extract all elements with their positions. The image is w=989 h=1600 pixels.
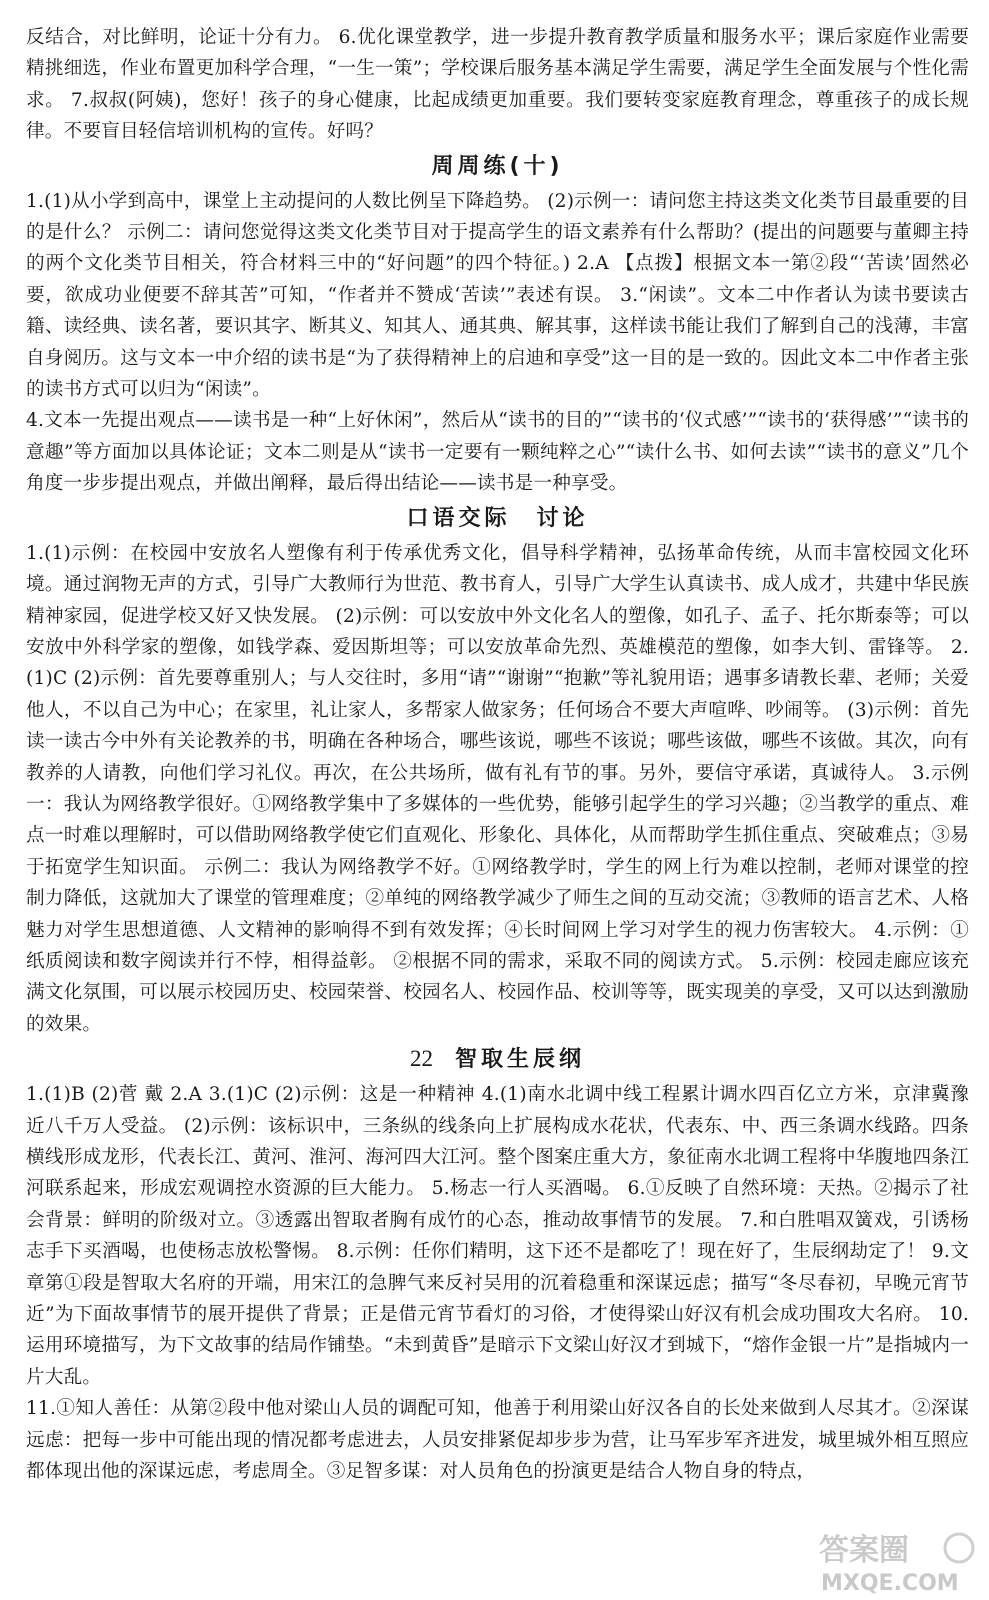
paragraph: 1.(1)从小学到高中，课堂上主动提问的人数比例呈下降趋势。 (2)示例一：请问您主持这类文化类节目最重要的目的是什么？ 示例二：请问您觉得这类文化类节目对于提高学生的语文素养有什么帮助？(提出的问题要与董卿主持的两个文化类节目相关，符合材料三中的“好问题”的四个特征。) 2.A 【点拨】根据文本一第②段“‘苦读’固然必要，欲成功业便要不辞其苦”可知，“作者并不赞成‘苦读’”表述有误。 3.“闲读”。文本二中作者认为读书要读古籍、读经典、读名著，要识其字、断其义、知其人、通其典、解其事，这样读书能让我们了解到自己的浅薄，丰富自身阅历。这与文本一中介绍的读书是“为了获得精神上的启迪和享受”这一目的是一致的。因此文本二中作者主张的读书方式可以归为“闲读”。 [26, 190, 969, 401]
section-title: 口语交际 讨论 [406, 505, 589, 531]
section-oral-communication [26, 500, 969, 1041]
paragraph: 1.(1)B (2)菅 戴 2.A 3.(1)C (2)示例：这是一种精神 4.(1)南水北调中线工程累计调水四百亿立方米，京津冀豫近八千万人受益。 (2)示例：该标识中，三条纵的线条向上扩展构成水花状，代表东、中、西三条调水线路。四条横线形成龙形，代表长江、黄河、淮河、海河四大江河。整个图案庄重大方，象征南水北调工程将中华腹地四条江河联系起来，形成宏观调控水资源的巨大能力。 5.杨志一行人买酒喝。 6.①反映了自然环境：天热。②揭示了社会背景：鲜明的阶级对立。③透露出智取者胸有成竹的心态，推动故事情节的发展。 7.和白胜唱双簧戏，引诱杨志手下买酒喝，也使杨志放松警惕。 8.示例：任你们精明，这下还不是都吃了！现在好了，生辰纲劫定了！ 9.文章第①段是智取大名府的开端，用宋江的急脾气来反衬吴用的沉着稳重和深谋远虑；描写“冬尽春初，早晚元宵节近”为下面故事情节的展开提供了背景；正是借元宵节看灯的习俗，才使得梁山好汉有机会成功围攻大名府。 10.运用环境描写，为下文故事的结局作铺垫。“未到黄昏”是暗示下文梁山好汉才到城下，“熔作金银一片”是指城内一片大乱。 [26, 1084, 969, 1388]
watermark-icon [811, 1526, 981, 1596]
section-title [26, 1040, 969, 1079]
section-weekly-practice-10 [26, 148, 969, 500]
watermark-logo [811, 1526, 981, 1596]
paragraph: 反结合，对比鲜明，论证十分有力。 6.优化课堂教学，进一步提升教育教学质量和服务水平；课后家庭作业需要精挑细选，作业布置更加科学合理，“一生一策”；学校课后服务基本满足学生需要，满足学生全面发展与个性化需求。 7.叔叔(阿姨)，您好！孩子的身心健康，比起成绩更加重要。我们要转变家庭教育理念，尊重孩子的成长规律。不要盲目轻信培训机构的宣传。好吗？ [26, 27, 969, 143]
section-title: 周周练(十) [431, 153, 564, 179]
paragraph: 11.①知人善任：从第②段中他对梁山人员的调配可知，他善于利用梁山好汉各自的长处来做到人尽其才。②深谋远虑：把每一步中可能出现的情况都考虑进去，人员安排紧促却步步为营，让马军步军齐进发，城里城外相互照应都体现出他的深谋远虑，考虑周全。③足智多谋：对人员角色的扮演更是结合人物自身的特点， [26, 1398, 969, 1483]
section-22 [26, 1040, 969, 1487]
section-number: 22 [409, 1046, 433, 1072]
section-intro [26, 22, 969, 148]
paragraph: 1.(1)示例：在校园中安放名人塑像有利于传承优秀文化，倡导科学精神，弘扬革命传统，从而丰富校园文化环境。通过润物无声的方式，引导广大教师行为世范、教书育人，引导广大学生认真读书、成人成才，共建中华民族精神家园，促进学校又好又快发展。 (2)示例：可以安放中外文化名人的塑像，如孔子、孟子、托尔斯泰等；可以安放中外科学家的塑像，如钱学森、爱因斯坦等；可以安放革命先烈、英雄模范的塑像，如李大钊、雷锋等。 2.(1)C (2)示例：首先要尊重别人；与人交往时，多用“请”“谢谢”“抱歉”等礼貌用语；遇事多请教长辈、老师；关爱他人，不以自己为中心；在家里，礼让家人，多帮家人做家务；任何场合不要大声喧哗、吵闹等。 (3)示例：首先读一读古今中外有关论教养的书，明确在各种场合，哪些该说，哪些不该说；哪些该做，哪些不该做。其次，向有教养的人请教，向他们学习礼仪。再次，在公共场所，做有礼有节的事。另外，要信守承诺，真诚待人。 3.示例一：我认为网络教学很好。①网络教学集中了多媒体的一些优势，能够引起学生的学习兴趣；②当教学的重点、难点一时难以理解时，可以借助网络教学使它们直观化、形象化、具体化，从而帮助学生抓住重点、突破难点；③易于拓宽学生知识面。 示例二：我认为网络教学不好。①网络教学时，学生的网上行为难以控制，老师对课堂的控制力降低，这就加大了课堂的管理难度；②单纯的网络教学减少了师生之间的互动交流；③教师的语言艺术、人格魅力对学生思想道德、人文精神的影响得不到有效发挥；④长时间网上学习对学生的视力伤害较大。 4.示例：①纸质阅读和数字阅读并行不悖，相得益彰。 ②根据不同的需求，采取不同的阅读方式。 5.示例：校园走廊应该充满文化氛围，可以展示校园历史、校园荣誉、校园名人、校园作品、校训等等，既实现美的享受，又可以达到激励的效果。 [26, 542, 969, 1035]
section-title-text: 智取生辰纲 [454, 1047, 585, 1073]
watermark-line1: 答案圈 [819, 1533, 909, 1568]
paragraph: 4.文本一先提出观点——读书是一种“上好休闲”，然后从“读书的目的”“读书的‘仪式感’”“读书的‘获得感’”“读书的意趣”等方面加以具体论证；文本二则是从“读书一定要有一颗纯粹之心”“读什么书、如何去读”“读书的意义”几个角度一步步提出观点，并做出阐释，最后得出结论——读书是一种享受。 [26, 410, 969, 495]
watermark-line2: MXQE.COM [821, 1571, 959, 1596]
